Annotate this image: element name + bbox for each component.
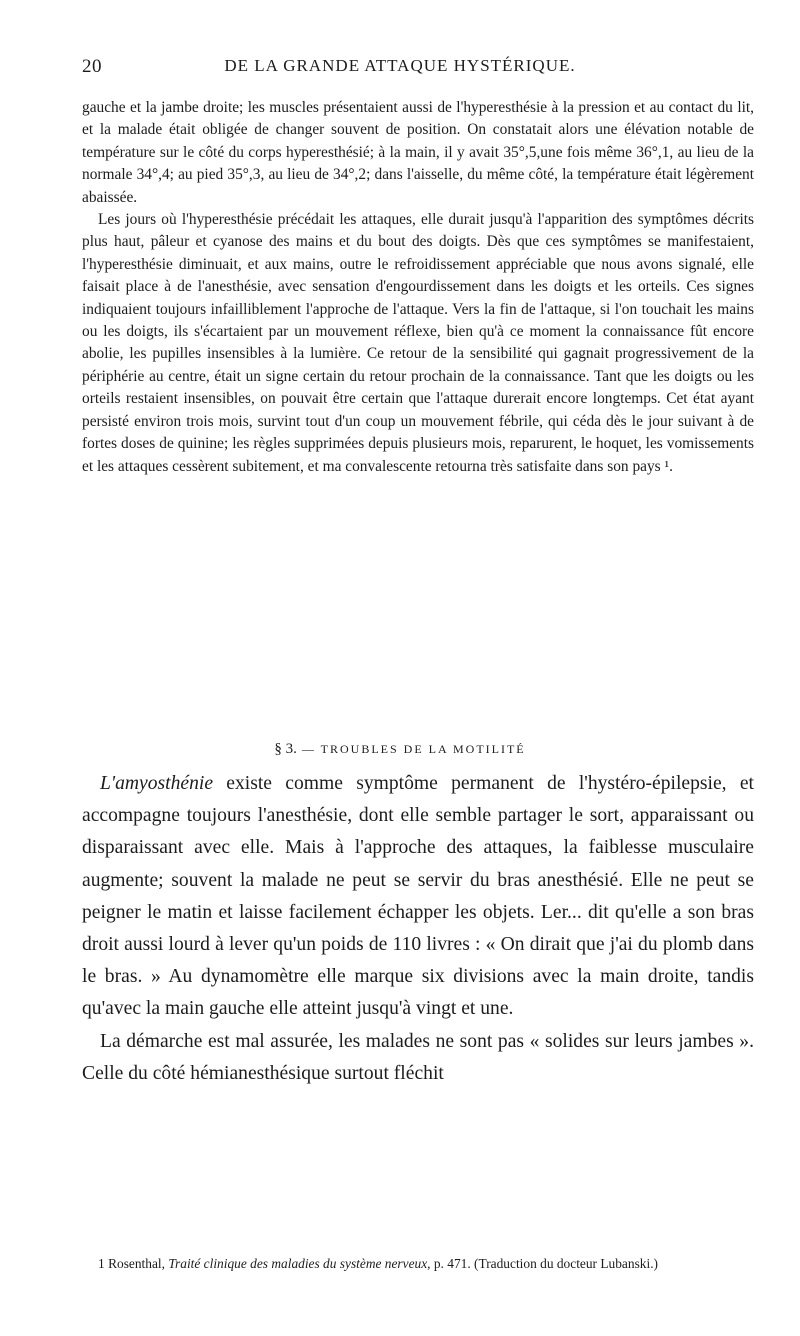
section-dash: — [301,742,316,756]
section-heading [0,741,800,758]
footnote [82,1254,754,1273]
section-title: TROUBLES DE LA MOTILITÉ [320,742,526,756]
paragraph-hyperesthesia: Les jours où l'hyperesthésie précédait les attaques, elle durait jusqu'à l'apparition des symptômes décrits plus haut, pâleur et cyanose des mains et du bout des doigts. Dès que ces symptômes se manifestaient, l'hyperesthésie diminuait, et aux mains, outre le refroidissement appréciable que nous avons signalé, elle faisait place à de l'anesthésie, avec sensation d'engourdissement dans les doigts et les orteils. Ces signes indiquaient toujours infailliblement l'approche de l'attaque. Vers la fin de l'attaque, si l'on touchait les mains ou les doigts, ils s'écartaient par un mouvement réflexe, bien qu'à ce moment la connaissance fût encore abolie, les pupilles insensibles à la lumière. Ce retour de la sensibilité qui gagnait progressivement de la périphérie au centre, était un signe certain du retour prochain de la connaissance. Tant que les doigts ou les orteils restaient insensibles, on pouvait être certain que l'attaque durerait encore longtemps. Cet état ayant persisté environ trois mois, survint tout d'un coup un mouvement fébrile, qui céda dès le jour suivant à de fortes doses de quinine; les règles supprimées depuis plusieurs mois, reparurent, le hoquet, les vomissements et les attaques cessèrent subitement, et ma convalescente retourna très satisfaite dans son pays ¹. [82,211,754,475]
section-number: § 3. [274,741,297,757]
running-head: DE LA GRANDE ATTAQUE HYSTÉRIQUE. [224,56,576,75]
footnote-book-title: Traité clinique des maladies du système nerveux, [168,1256,431,1271]
body-text-small [82,97,754,478]
paragraph-continued: gauche et la jambe droite; les muscles présentaient aussi de l'hyperesthésie à la pression et au contact du lit, et la malade était obligée de changer souvent de position. On constatait alors une élévation notable de température sur le côté du corps hyperesthésié; à la main, il y avait 35°,5,une fois même 36°,1, au lieu de la normale 34°,4; au pied 35°,3, au lieu de 34°,2; dans l'aisselle, du même côté, la température était légèrement abaissée. [82,99,754,206]
footnote-text [82,1254,754,1273]
footnote-author: Rosenthal, [108,1256,165,1271]
page-header [0,56,800,80]
paragraph-text: existe comme symptôme permanent de l'hystéro-épilepsie, et accompagne toujours l'anesthésie, dont elle semble partager le sort, apparaissant ou disparaissant avec elle. Mais à l'approche des attaques, la faiblesse musculaire augmente; souvent la malade ne peut se servir du bras anesthésié. Elle ne peut se peigner le matin et laisse facilement échapper les objets. Ler... dit qu'elle a son bras droit aussi lourd à lever qu'un poids de 110 livres : « On dirait que j'ai du plomb dans le bras. » Au dynamomètre elle marque six divisions avec la main droite, tandis qu'avec la main gauche elle atteint jusqu'à vingt et une. [82,773,754,1020]
paragraph-gait: La démarche est mal assurée, les malades ne sont pas « solides sur leurs jambes ». Celle du côté hémianesthésique surtout fléchit [82,1030,754,1084]
footnote-reference: p. 471. (Traduction du docteur Lubanski.) [430,1256,658,1271]
footnote-marker: 1 [98,1256,105,1271]
italic-term: L'amyosthénie [100,773,214,794]
page-number: 20 [82,56,102,77]
paragraph-amyosthenia [82,768,754,1026]
body-text-large [82,768,754,1090]
